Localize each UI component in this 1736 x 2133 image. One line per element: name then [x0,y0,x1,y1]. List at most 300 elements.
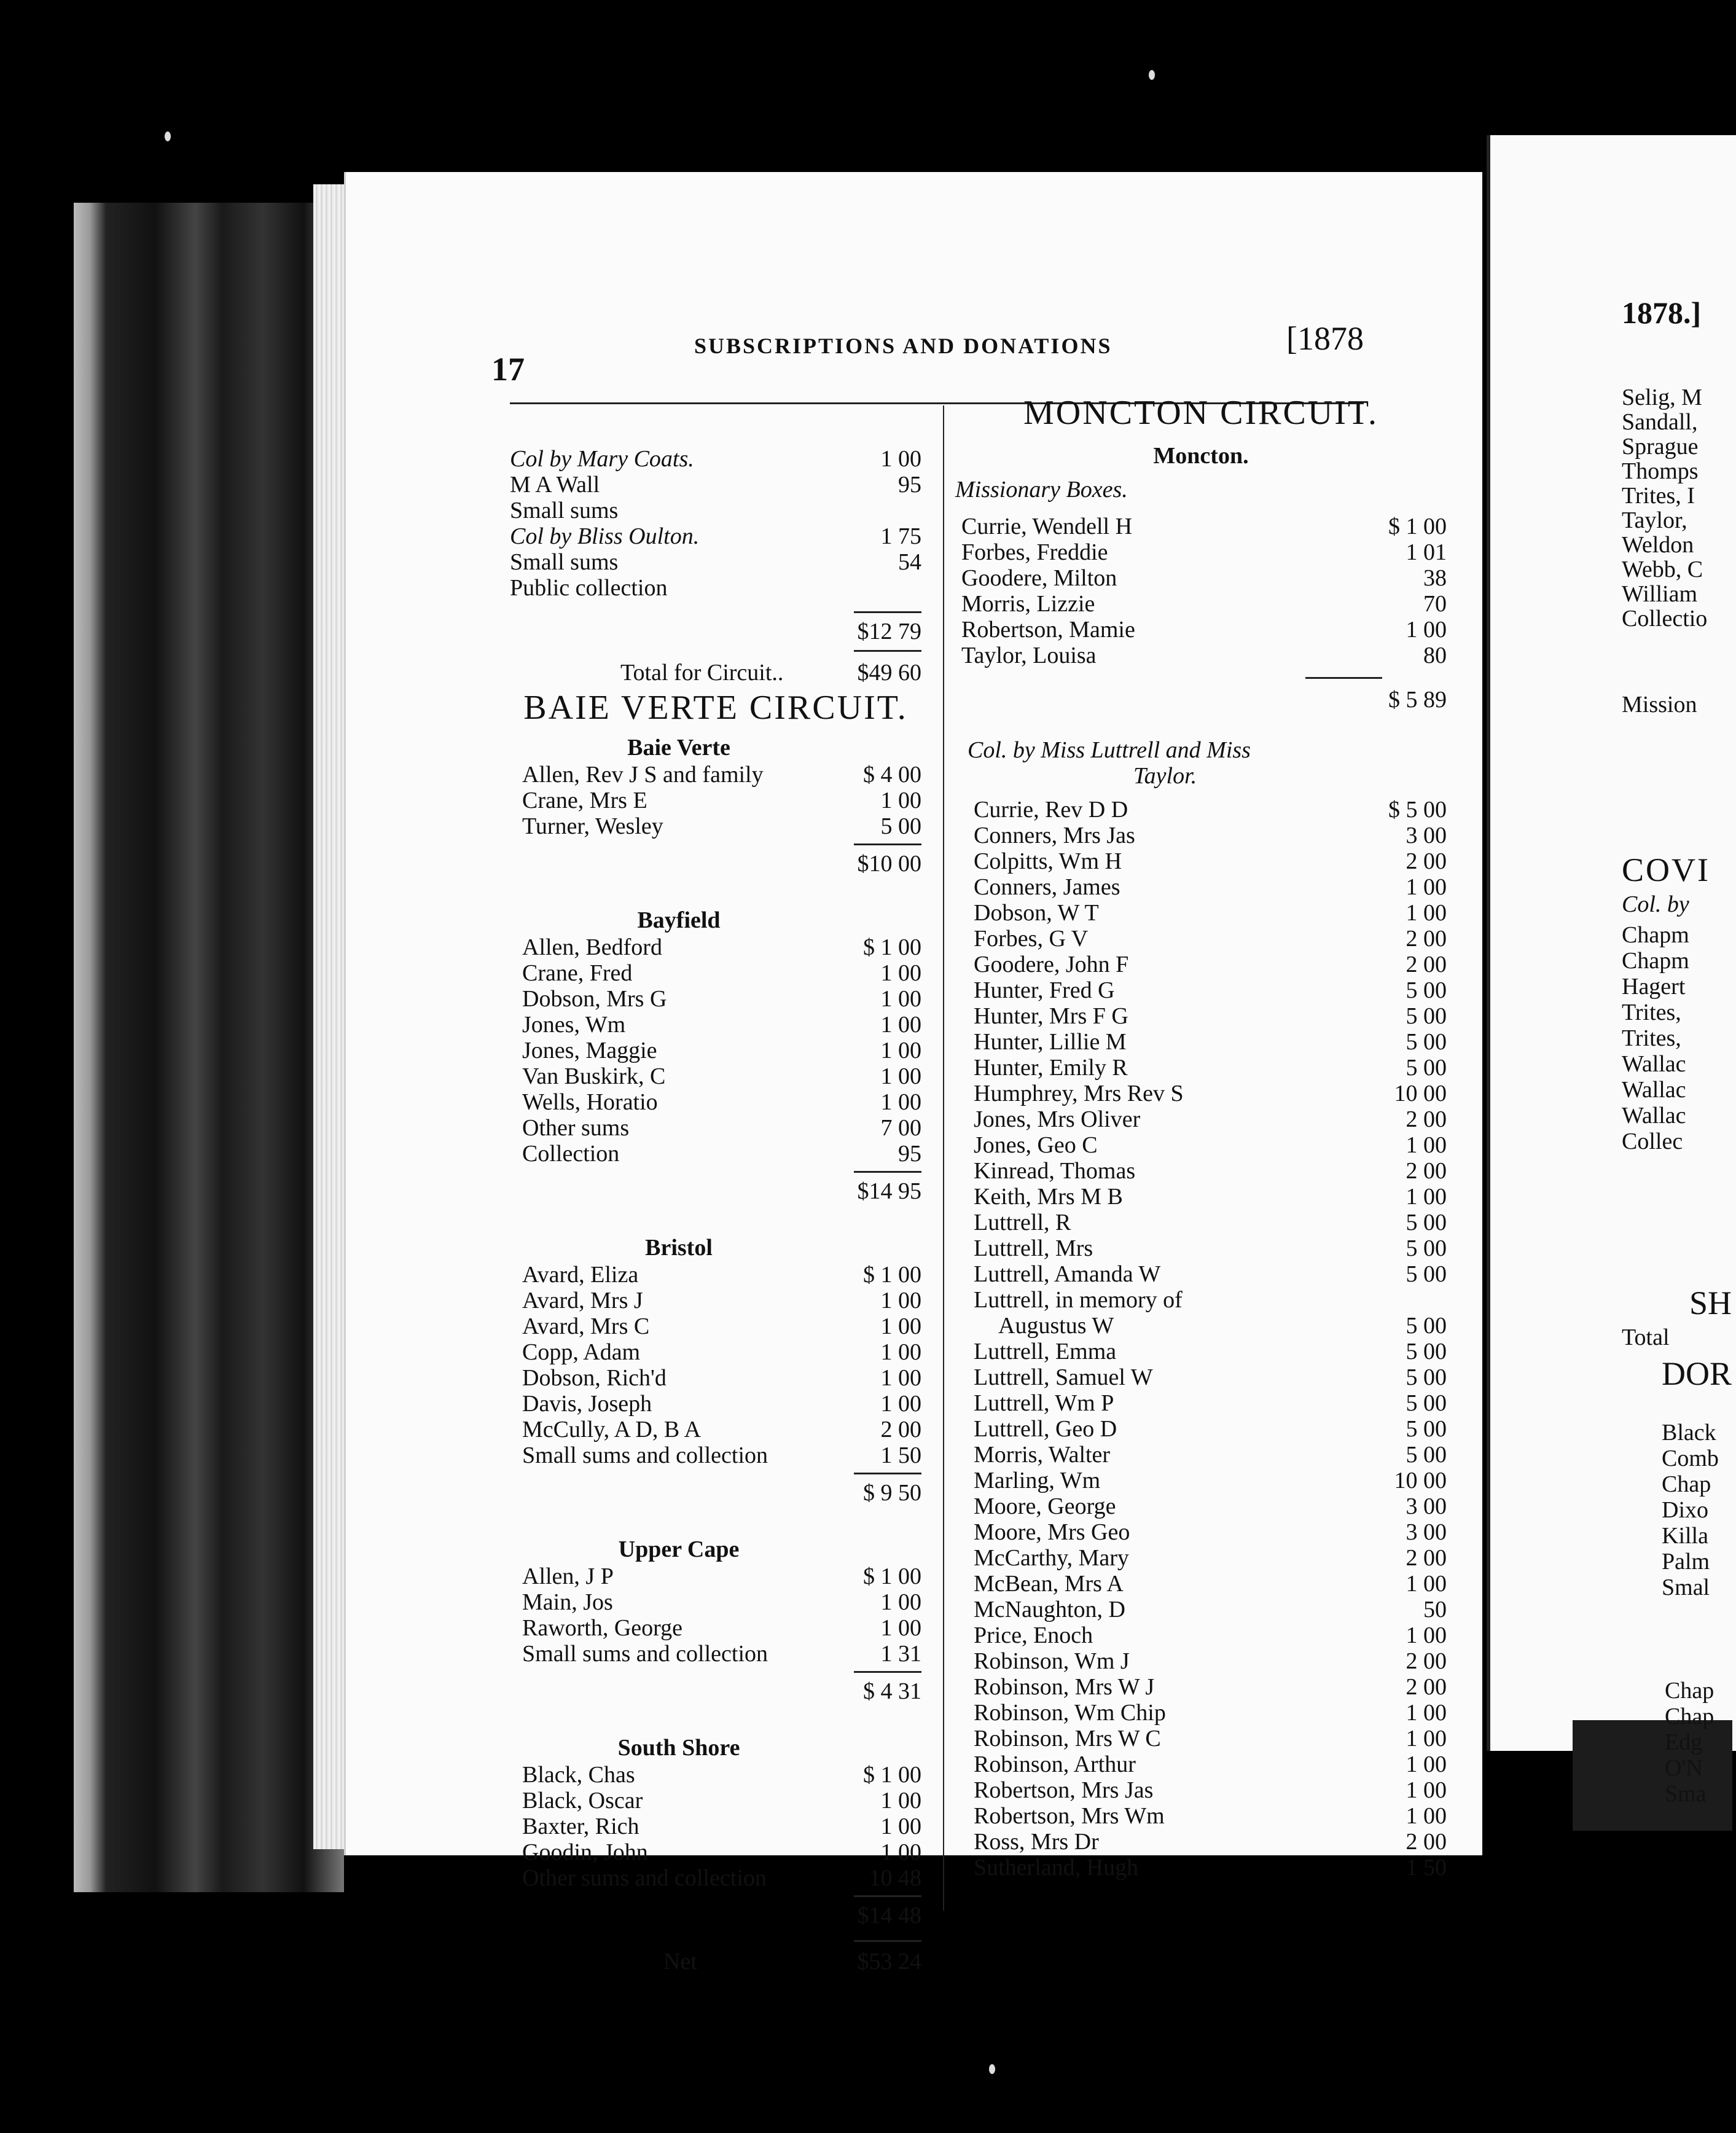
donor-name: Luttrell, Wm P [974,1390,1114,1416]
list-item [510,1313,921,1340]
subtotal-rule [854,1940,921,1942]
donation-amount: 1 00 [880,1814,921,1839]
donor-name: Other sums and collection [522,1865,767,1891]
donor-name: Conners, James [974,874,1120,900]
list-item [955,1364,1447,1391]
list-item [510,1813,921,1840]
list-item [955,1338,1447,1365]
subtotal-rule [854,611,921,613]
donation-amount: 5 00 [1406,1029,1447,1055]
donor-name: Marling, Wm [974,1468,1101,1493]
list-item [510,471,921,498]
donor-name: Robertson, Mamie [961,617,1135,643]
list-item [955,1725,1447,1752]
donation-amount: 1 00 [1406,1622,1447,1648]
donation-amount: 2 00 [1406,1545,1447,1571]
list-item [955,1235,1447,1262]
list-item [510,497,921,524]
subtotal-amount: $10 00 [857,851,921,877]
list-item [510,1364,921,1391]
donation-amount: 1 00 [880,1391,921,1417]
donation-amount: 3 00 [1406,1519,1447,1545]
donation-amount: 1 00 [1406,1700,1447,1726]
donation-amount: 1 00 [880,1788,921,1814]
list-item [510,1089,921,1116]
donor-name: Luttrell, Emma [974,1339,1117,1364]
donor-name: Goodere, Milton [961,565,1117,591]
donor-name: Robinson, Wm J [974,1648,1130,1674]
donation-amount: 5 00 [1406,1235,1447,1261]
subtotal-rule [854,1473,921,1474]
facing-page-line: Sprague [1622,434,1699,460]
scan-speck [989,2064,995,2074]
donation-amount: 1 00 [1406,1751,1447,1777]
list-item [510,1114,921,1141]
facing-page-line: DOR [1662,1355,1732,1392]
donation-amount: 10 48 [869,1865,921,1891]
donation-amount: 1 01 [1406,539,1447,565]
list-item [955,539,1447,566]
donor-name: Luttrell, R [974,1210,1071,1235]
donor-name: Forbes, G V [974,926,1089,952]
section-heading: Upper Cape [618,1536,740,1562]
subtotal-amount: $14 48 [857,1903,921,1928]
subtotal-row [510,1900,921,1931]
list-item [955,1080,1447,1107]
donor-name: Allen, Rev J S and family [522,762,764,788]
donor-name: Colpitts, Wm H [974,848,1122,874]
list-item [510,1442,921,1469]
book-edge [74,203,344,1892]
donor-name: Col by Mary Coats. [510,446,694,472]
donation-amount: 1 00 [880,1313,921,1339]
subtotal-amount: $53 24 [857,1949,921,1974]
donation-amount: 1 00 [880,446,921,472]
donation-amount: 5 00 [1406,1055,1447,1081]
donation-amount: 1 31 [880,1641,921,1667]
list-item [510,549,921,576]
donation-amount: 5 00 [1406,1416,1447,1442]
donation-amount: $ 1 00 [863,1262,921,1288]
facing-page-line: Wallac [1622,1051,1686,1077]
donation-amount: 2 00 [1406,1106,1447,1132]
facing-page-line: O'N [1665,1755,1703,1781]
donor-name: Small sums and collection [522,1641,768,1667]
collector-label: Taylor. [1133,763,1197,789]
running-year: [1878 [1286,320,1364,357]
facing-page-line: Hagert [1622,974,1686,1000]
facing-page-line: Col. by [1622,891,1689,917]
section-heading: Bristol [645,1235,713,1261]
donation-amount: 80 [1423,643,1447,668]
list-item [510,934,921,961]
list-item [955,899,1447,926]
donor-name: Dobson, W T [974,900,1099,926]
donor-name: Luttrell, Mrs [974,1235,1093,1261]
donor-name: Other sums [522,1115,630,1141]
facing-page-line: Smal [1662,1575,1710,1600]
list-item [955,977,1447,1004]
subtotal-row [510,1676,921,1707]
list-item [955,1751,1447,1778]
donation-amount: 5 00 [1406,1390,1447,1416]
donor-name: Moore, Mrs Geo [974,1519,1130,1545]
list-item [955,1828,1447,1855]
donor-name: Avard, Mrs C [522,1313,650,1339]
donation-amount: 1 00 [880,960,921,986]
subtotal-row [510,1176,921,1207]
list-item [955,951,1447,978]
list-item [510,787,921,814]
facing-page-line: Trites, [1622,1025,1681,1051]
list-item [510,1640,921,1667]
subtotal-row [510,1946,921,1977]
section-heading: South Shore [617,1735,740,1761]
list-item [510,1261,921,1288]
donation-amount: 5 00 [1406,1261,1447,1287]
donor-name: McBean, Mrs A [974,1571,1124,1597]
donation-amount: 5 00 [1406,1313,1447,1339]
page-header [491,319,1364,387]
subtotal-amount: $14 95 [857,1178,921,1204]
donor-name: Luttrell, in memory of [974,1287,1183,1313]
facing-page-line: Thomps [1622,458,1699,484]
list-item [955,1648,1447,1675]
list-item [510,1287,921,1314]
donor-name: Crane, Mrs E [522,788,647,813]
list-item [955,1596,1447,1623]
donation-amount: 3 00 [1406,823,1447,848]
list-item [955,1390,1447,1417]
subtotal-amount: $ 9 50 [863,1480,921,1506]
donor-name: Black, Chas [522,1762,635,1788]
donation-amount: 5 00 [1406,1339,1447,1364]
donation-amount: 1 50 [1406,1855,1447,1881]
donation-amount: 1 00 [1406,874,1447,900]
donation-amount: 2 00 [1406,1674,1447,1700]
donation-amount: 50 [1423,1597,1447,1622]
facing-page-line: Selig, M [1622,385,1702,410]
donor-name: Small sums and collection [522,1442,768,1468]
left-column [510,445,921,1974]
facing-page-line: Chapm [1622,922,1689,948]
donor-name: Turner, Wesley [522,813,663,839]
list-item [955,1570,1447,1597]
donation-amount: 3 00 [1406,1493,1447,1519]
donation-amount: 1 00 [1406,617,1447,643]
donor-name: Kinread, Thomas [974,1158,1136,1184]
donor-name: Main, Jos [522,1589,613,1615]
list-item [510,960,921,987]
facing-page-text [1622,0,1732,2133]
list-item [510,1416,921,1443]
list-item [510,1563,921,1590]
list-item [955,1441,1447,1468]
facing-page-line: Chap [1665,1678,1714,1704]
donor-name: Hunter, Lillie M [974,1029,1127,1055]
subtotal-row [510,657,921,688]
list-item [510,813,921,840]
facing-page-line: Taylor, [1622,507,1687,533]
donor-name: Black, Oscar [522,1788,643,1814]
list-item [955,1802,1447,1830]
list-item [510,1140,921,1167]
list-item [955,1854,1447,1881]
donor-name: Davis, Joseph [522,1391,652,1417]
donation-amount: $ 1 00 [863,1564,921,1589]
subsection-label: Missionary Boxes. [955,477,1128,503]
donation-amount: 1 00 [1406,1571,1447,1597]
donor-name: Dobson, Rich'd [522,1365,667,1391]
donation-amount: 5 00 [1406,977,1447,1003]
list-item [510,985,921,1012]
donation-amount: 54 [898,549,921,575]
facing-page-line: Mission [1622,692,1697,718]
donation-amount: 1 00 [1406,1184,1447,1210]
list-item [510,1761,921,1788]
donor-name: Luttrell, Samuel W [974,1364,1153,1390]
facing-page-line: Collectio [1622,606,1708,632]
list-item [955,1519,1447,1546]
subtotal-rule [854,1895,921,1897]
list-item [955,1493,1447,1520]
facing-page-line: Sandall, [1622,409,1698,435]
list-item [955,565,1447,592]
donor-name: Hunter, Mrs F G [974,1003,1128,1029]
donation-amount: 1 00 [880,1365,921,1391]
donation-amount: $ 1 00 [863,1762,921,1788]
donor-name: Augustus W [998,1313,1114,1339]
subtotal-amount: $ 4 31 [863,1678,921,1704]
list-item [955,513,1447,540]
list-item [955,1286,1447,1313]
circuit-title: MONCTON CIRCUIT. [1023,394,1378,432]
list-item [955,1028,1447,1055]
subtotal-rule [854,650,921,652]
list-item [955,1106,1447,1133]
facing-page-line: Collec [1622,1129,1683,1154]
donor-name: Humphrey, Mrs Rev S [974,1081,1184,1106]
subtotal-row [510,1477,921,1508]
donor-name: Price, Enoch [974,1622,1093,1648]
list-item [955,1622,1447,1649]
donor-name: Jones, Mrs Oliver [974,1106,1141,1132]
donor-name: Robinson, Wm Chip [974,1700,1166,1726]
donor-name: Avard, Eliza [522,1262,639,1288]
circuit-title: BAIE VERTE CIRCUIT. [523,689,908,727]
facing-page-line: Wallac [1622,1103,1686,1129]
subtotal-rule [1305,677,1382,679]
donor-name: Avard, Mrs J [522,1288,643,1313]
donation-amount: 1 00 [880,1038,921,1063]
donor-name: Luttrell, Amanda W [974,1261,1161,1287]
list-item [955,925,1447,952]
list-item [955,796,1447,823]
donation-amount: 2 00 [1406,952,1447,977]
facing-page-line: Trites, [1622,1000,1681,1025]
donation-amount: 2 00 [880,1417,921,1442]
subtotal-rule [854,1171,921,1173]
list-item [510,1787,921,1814]
donor-name: McNaughton, D [974,1597,1125,1622]
list-item [510,574,921,601]
donor-name: Crane, Fred [522,960,633,986]
donor-name: Allen, Bedford [522,934,662,960]
donor-name: Small sums [510,498,619,523]
list-item [510,1011,921,1038]
donor-name: Conners, Mrs Jas [974,823,1135,848]
donation-amount: 70 [1423,591,1447,617]
scan-speck [1149,70,1155,80]
list-item [510,445,921,472]
donation-amount: 1 00 [1406,1132,1447,1158]
donation-amount: 10 00 [1394,1081,1447,1106]
donation-amount: 1 00 [880,1839,921,1865]
donor-name: Jones, Maggie [522,1038,657,1063]
donor-name: Moore, George [974,1493,1116,1519]
donation-amount: 2 00 [1406,848,1447,874]
facing-page-line: Trites, I [1622,483,1695,509]
right-column [955,393,1447,1904]
total-label: Total for Circuit.. [620,660,784,686]
donor-name: Collection [522,1141,620,1167]
section-heading: Moncton. [1153,443,1249,469]
list-item [510,1037,921,1064]
donation-amount: 1 00 [1406,1777,1447,1803]
facing-page-line: Wallac [1622,1077,1686,1103]
donation-amount: 1 00 [880,1339,921,1365]
donor-name: Allen, J P [522,1564,614,1589]
donor-name: Taylor, Louisa [961,643,1097,668]
list-item [955,1183,1447,1210]
donation-amount: 1 00 [880,788,921,813]
list-item [955,590,1447,617]
list-item [955,1415,1447,1442]
facing-page-line: Killa [1662,1523,1708,1549]
donor-name: Robertson, Mrs Jas [974,1777,1154,1803]
donation-amount: $ 4 00 [863,762,921,788]
list-item [955,822,1447,849]
donation-amount: 1 00 [880,986,921,1012]
list-item [955,1312,1447,1339]
facing-page-line: Sma [1665,1781,1707,1807]
donation-amount: $ 1 00 [1388,514,1447,539]
donor-name: Currie, Wendell H [961,514,1133,539]
subtotal-amount: $12 79 [857,619,921,644]
donor-name: Morris, Walter [974,1442,1111,1468]
donation-amount: 1 00 [880,1089,921,1115]
facing-page-line: Chap [1665,1704,1714,1729]
donor-name: Morris, Lizzie [961,591,1095,617]
donor-name: McCully, A D, B A [522,1417,702,1442]
donation-amount: 1 75 [880,523,921,549]
donation-amount: 7 00 [880,1115,921,1141]
list-item [510,1339,921,1366]
donation-amount: 2 00 [1406,1158,1447,1184]
subtotal-rule [854,1671,921,1673]
list-item [510,1839,921,1866]
facing-page-line: Weldon [1622,532,1694,558]
donor-name: Hunter, Fred G [974,977,1115,1003]
list-item [955,1003,1447,1030]
donation-amount: 1 00 [1406,1726,1447,1751]
column-divider [943,405,944,1911]
facing-page-line: Webb, C [1622,557,1703,582]
donation-amount: 5 00 [1406,1210,1447,1235]
list-item [510,1865,921,1892]
donor-name: Sutherland, Hugh [974,1855,1139,1881]
donor-name: Hunter, Emily R [974,1055,1128,1081]
donor-name: Public collection [510,575,668,601]
donation-amount: 1 00 [1406,900,1447,926]
facing-page-line: Dixo [1662,1497,1708,1523]
donor-name: Robinson, Mrs W C [974,1726,1161,1751]
donor-name: McCarthy, Mary [974,1545,1129,1571]
subtotal-amount: $ 5 89 [1388,687,1447,713]
donation-amount: $ 5 00 [1388,797,1447,823]
donation-amount: 95 [898,472,921,498]
donor-name: Dobson, Mrs G [522,986,667,1012]
section-heading: Bayfield [637,907,721,933]
list-item [510,1390,921,1417]
facing-page-line: Edg [1665,1729,1703,1755]
donation-amount: 95 [898,1141,921,1167]
donation-amount: 1 00 [880,1012,921,1038]
list-item [955,1132,1447,1159]
donor-name: Copp, Adam [522,1339,641,1365]
donor-name: Forbes, Freddie [961,539,1108,565]
donor-name: Jones, Wm [522,1012,626,1038]
donor-name: Robinson, Arthur [974,1751,1136,1777]
donor-name: Luttrell, Geo D [974,1416,1117,1442]
donor-name: Ross, Mrs Dr [974,1829,1099,1855]
donation-amount: 1 00 [880,1589,921,1615]
facing-page-line: Comb [1662,1446,1719,1471]
facing-page-line: SH [1689,1285,1732,1321]
donation-amount: 5 00 [880,813,921,839]
donor-name: Col by Bliss Oulton. [510,523,700,549]
donation-amount: $ 1 00 [863,934,921,960]
facing-page-line: William [1622,581,1697,607]
subtotal-row [955,684,1447,715]
total-label: Net [663,1949,697,1974]
list-item [955,1544,1447,1571]
list-item [955,1673,1447,1701]
facing-page-line: Chapm [1622,948,1689,974]
donation-amount: 2 00 [1406,1648,1447,1674]
list-item [955,874,1447,901]
donor-name: Wells, Horatio [522,1089,658,1115]
list-item [955,616,1447,643]
subtotal-row [510,848,921,879]
donor-name: Robinson, Mrs W J [974,1674,1155,1700]
list-item [955,1209,1447,1236]
facing-page-line: COVI [1622,851,1710,888]
list-item [510,1589,921,1616]
donor-name: M A Wall [510,472,600,498]
list-item [955,1157,1447,1184]
collector-label: Col. by Miss Luttrell and Miss [968,737,1251,763]
facing-page-line: Total [1622,1325,1670,1350]
donation-amount: 10 00 [1394,1468,1447,1493]
donor-name: Robertson, Mrs Wm [974,1803,1165,1829]
page-number: 17 [491,351,525,388]
section-heading: Baie Verte [627,735,730,761]
list-item [955,848,1447,875]
list-item [955,1467,1447,1494]
list-item [955,1054,1447,1081]
donor-name: Goodere, John F [974,952,1129,977]
